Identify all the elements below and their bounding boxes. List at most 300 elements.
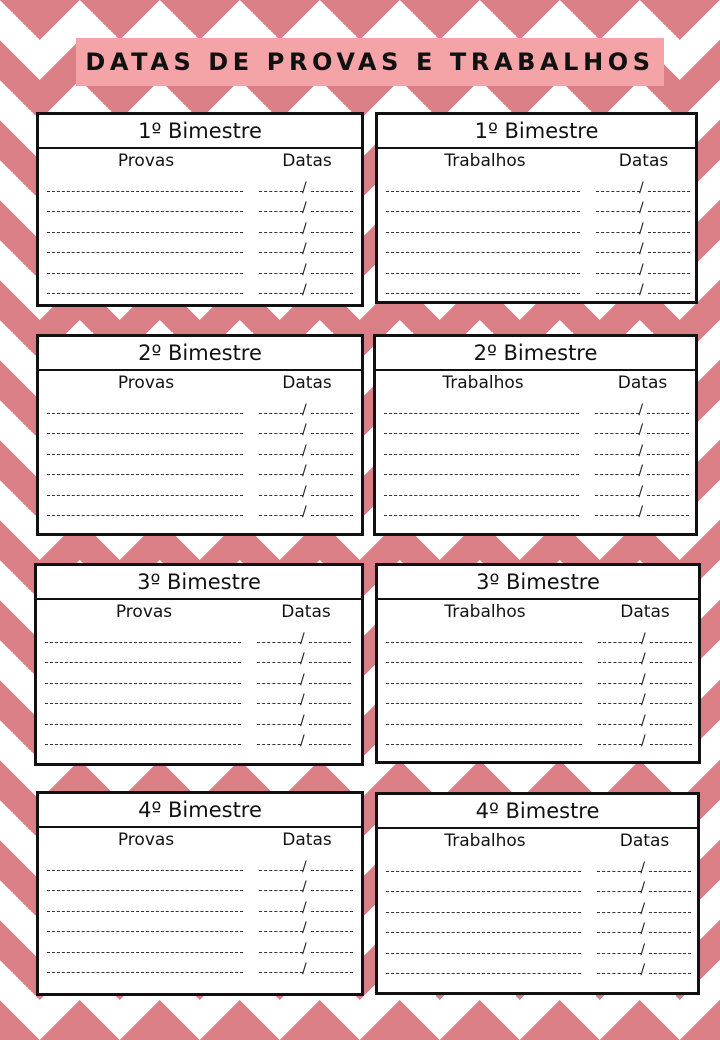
date-separator: / bbox=[638, 200, 644, 216]
date-separator: / bbox=[302, 483, 307, 500]
month-blank-line bbox=[648, 191, 690, 192]
entry-row bbox=[47, 397, 355, 418]
entry-row bbox=[47, 418, 355, 439]
date-blank bbox=[596, 284, 689, 298]
entry-row bbox=[47, 895, 355, 916]
date-separator: / bbox=[302, 179, 307, 196]
day-blank-line bbox=[257, 744, 301, 745]
day-blank-line bbox=[259, 413, 303, 414]
day-blank-line bbox=[259, 911, 303, 912]
date-blank bbox=[259, 506, 353, 520]
month-blank-line bbox=[648, 293, 690, 294]
date-separator: / bbox=[638, 504, 644, 520]
item-blank-line bbox=[386, 724, 582, 725]
day-blank-line bbox=[259, 293, 303, 294]
date-blank bbox=[597, 859, 691, 876]
month-blank-line bbox=[648, 252, 690, 253]
day-blank-line bbox=[598, 683, 642, 684]
month-blank-line bbox=[650, 683, 692, 684]
item-blank-line bbox=[384, 495, 579, 496]
date-column-header: Datas bbox=[619, 831, 670, 851]
entry-row bbox=[45, 708, 355, 729]
item-blank-line bbox=[45, 744, 241, 745]
entry-rows bbox=[378, 624, 698, 749]
date-separator: / bbox=[641, 712, 646, 729]
date-separator: / bbox=[302, 422, 307, 438]
month-blank-line bbox=[649, 953, 691, 954]
entry-row bbox=[47, 237, 355, 258]
date-blank bbox=[595, 483, 689, 500]
item-blank-line bbox=[47, 413, 243, 414]
item-blank-line bbox=[47, 931, 243, 932]
entry-rows bbox=[378, 853, 697, 978]
entry-row bbox=[47, 459, 355, 480]
month-blank-line bbox=[311, 972, 353, 973]
month-blank-line bbox=[311, 252, 353, 253]
date-blank bbox=[595, 442, 689, 459]
entry-row bbox=[45, 626, 355, 647]
date-blank bbox=[257, 712, 351, 729]
day-blank-line bbox=[597, 891, 641, 892]
date-blank bbox=[259, 922, 353, 936]
date-separator: / bbox=[641, 651, 646, 667]
column-headers bbox=[378, 149, 695, 173]
item-blank-line bbox=[384, 413, 579, 414]
date-separator: / bbox=[638, 282, 644, 298]
date-column-header: Datas bbox=[282, 151, 332, 171]
date-separator: / bbox=[641, 630, 646, 647]
item-blank-line bbox=[47, 293, 243, 294]
date-blank bbox=[598, 653, 692, 667]
day-blank-line bbox=[595, 454, 639, 455]
item-blank-line bbox=[47, 911, 243, 912]
month-blank-line bbox=[311, 191, 353, 192]
date-blank bbox=[598, 735, 692, 749]
month-blank-line bbox=[311, 232, 353, 233]
date-blank bbox=[259, 220, 353, 237]
month-blank-line bbox=[650, 642, 692, 643]
month-blank-line bbox=[647, 433, 689, 434]
item-blank-line bbox=[45, 703, 241, 704]
entry-row bbox=[384, 438, 689, 459]
entry-row bbox=[47, 854, 355, 875]
day-blank-line bbox=[597, 973, 641, 974]
card-3-trabalhos bbox=[375, 563, 701, 764]
item-blank-line bbox=[47, 454, 243, 455]
item-blank-line bbox=[386, 932, 581, 933]
date-separator: / bbox=[302, 442, 307, 459]
entry-row bbox=[47, 936, 355, 957]
item-blank-line bbox=[386, 973, 581, 974]
item-blank-line bbox=[47, 211, 243, 212]
entry-row bbox=[386, 626, 692, 647]
entry-row bbox=[47, 278, 355, 299]
month-blank-line bbox=[650, 703, 692, 704]
card-1-provas bbox=[36, 112, 364, 307]
title-banner bbox=[76, 38, 664, 86]
month-blank-line bbox=[311, 515, 353, 516]
date-blank bbox=[597, 923, 691, 937]
item-blank-line bbox=[386, 293, 580, 294]
item-blank-line bbox=[47, 252, 243, 253]
item-column-header: Provas bbox=[117, 151, 175, 171]
month-blank-line bbox=[311, 413, 353, 414]
entry-row bbox=[386, 175, 689, 196]
entry-row bbox=[47, 916, 355, 937]
date-separator: / bbox=[300, 733, 305, 749]
day-blank-line bbox=[598, 662, 642, 663]
item-blank-line bbox=[384, 515, 579, 516]
item-blank-line bbox=[386, 744, 582, 745]
item-blank-line bbox=[386, 252, 580, 253]
day-blank-line bbox=[259, 870, 303, 871]
item-blank-line bbox=[47, 191, 243, 192]
item-blank-line bbox=[47, 474, 243, 475]
item-blank-line bbox=[386, 662, 582, 663]
month-blank-line bbox=[311, 952, 353, 953]
date-separator: / bbox=[638, 463, 644, 479]
column-headers bbox=[39, 371, 361, 395]
card-1-trabalhos bbox=[375, 112, 698, 304]
card-4-provas bbox=[36, 791, 364, 996]
entry-row bbox=[386, 855, 691, 876]
item-blank-line bbox=[47, 890, 243, 891]
date-blank bbox=[259, 940, 353, 957]
entry-row bbox=[386, 237, 689, 258]
item-blank-line bbox=[47, 273, 243, 274]
day-blank-line bbox=[595, 515, 639, 516]
day-blank-line bbox=[597, 871, 641, 872]
date-blank bbox=[596, 220, 689, 237]
date-blank bbox=[259, 483, 353, 500]
date-column-header: Datas bbox=[281, 602, 331, 622]
entry-row bbox=[384, 459, 689, 480]
day-blank-line bbox=[257, 683, 301, 684]
date-blank bbox=[597, 900, 691, 917]
date-blank bbox=[257, 671, 351, 688]
column-headers bbox=[378, 600, 698, 624]
entry-row bbox=[386, 196, 689, 217]
day-blank-line bbox=[596, 232, 640, 233]
card-title: 1º Bimestre bbox=[378, 115, 695, 149]
day-blank-line bbox=[597, 953, 641, 954]
date-blank bbox=[259, 401, 353, 418]
date-column-header: Datas bbox=[282, 373, 332, 393]
item-blank-line bbox=[45, 642, 241, 643]
month-blank-line bbox=[649, 912, 691, 913]
month-blank-line bbox=[311, 211, 353, 212]
date-blank bbox=[598, 712, 692, 729]
month-blank-line bbox=[311, 911, 353, 912]
day-blank-line bbox=[259, 211, 303, 212]
column-headers bbox=[376, 371, 695, 395]
date-blank bbox=[259, 424, 353, 438]
month-blank-line bbox=[311, 870, 353, 871]
date-separator: / bbox=[300, 692, 305, 708]
entry-row bbox=[386, 958, 691, 979]
entry-row bbox=[47, 257, 355, 278]
item-blank-line bbox=[45, 662, 241, 663]
day-blank-line bbox=[259, 252, 303, 253]
day-blank-line bbox=[597, 912, 641, 913]
entry-row bbox=[45, 729, 355, 750]
item-blank-line bbox=[384, 433, 579, 434]
day-blank-line bbox=[596, 273, 640, 274]
date-separator: / bbox=[641, 692, 646, 708]
card-title: 4º Bimestre bbox=[378, 795, 697, 829]
date-blank bbox=[597, 941, 691, 958]
day-blank-line bbox=[259, 273, 303, 274]
entry-row bbox=[386, 216, 689, 237]
month-blank-line bbox=[309, 662, 351, 663]
entry-row bbox=[384, 418, 689, 439]
date-blank bbox=[257, 735, 351, 749]
day-blank-line bbox=[595, 433, 639, 434]
date-separator: / bbox=[640, 921, 646, 937]
day-blank-line bbox=[259, 191, 303, 192]
column-headers bbox=[378, 829, 697, 853]
month-blank-line bbox=[647, 495, 689, 496]
month-blank-line bbox=[647, 413, 689, 414]
month-blank-line bbox=[309, 703, 351, 704]
day-blank-line bbox=[598, 703, 642, 704]
day-blank-line bbox=[259, 232, 303, 233]
date-separator: / bbox=[638, 422, 644, 438]
month-blank-line bbox=[311, 433, 353, 434]
item-blank-line bbox=[384, 454, 579, 455]
item-blank-line bbox=[47, 870, 243, 871]
item-blank-line bbox=[386, 273, 580, 274]
month-blank-line bbox=[309, 683, 351, 684]
card-4-trabalhos bbox=[375, 792, 700, 995]
entry-row bbox=[384, 479, 689, 500]
item-blank-line bbox=[47, 495, 243, 496]
date-blank bbox=[596, 261, 689, 278]
date-separator: / bbox=[302, 858, 307, 875]
date-blank bbox=[259, 465, 353, 479]
day-blank-line bbox=[259, 474, 303, 475]
date-separator: / bbox=[638, 442, 644, 459]
month-blank-line bbox=[311, 273, 353, 274]
date-blank bbox=[259, 261, 353, 278]
entry-row bbox=[384, 500, 689, 521]
entry-row bbox=[386, 647, 692, 668]
entry-row bbox=[47, 196, 355, 217]
day-blank-line bbox=[257, 703, 301, 704]
month-blank-line bbox=[647, 454, 689, 455]
entry-row bbox=[47, 957, 355, 978]
date-separator: / bbox=[638, 261, 644, 278]
day-blank-line bbox=[257, 724, 301, 725]
entry-row bbox=[386, 937, 691, 958]
card-3-provas bbox=[34, 563, 364, 766]
day-blank-line bbox=[598, 744, 642, 745]
date-separator: / bbox=[300, 671, 305, 688]
day-blank-line bbox=[595, 474, 639, 475]
month-blank-line bbox=[647, 515, 689, 516]
month-blank-line bbox=[311, 293, 353, 294]
item-blank-line bbox=[386, 191, 580, 192]
day-blank-line bbox=[597, 932, 641, 933]
item-blank-line bbox=[45, 724, 241, 725]
item-blank-line bbox=[47, 972, 243, 973]
day-blank-line bbox=[596, 191, 640, 192]
day-blank-line bbox=[259, 454, 303, 455]
entry-row bbox=[386, 278, 689, 299]
item-blank-line bbox=[45, 683, 241, 684]
item-blank-line bbox=[386, 871, 581, 872]
day-blank-line bbox=[259, 931, 303, 932]
date-separator: / bbox=[302, 282, 307, 298]
date-blank bbox=[259, 442, 353, 459]
date-blank bbox=[595, 465, 689, 479]
entry-row bbox=[47, 216, 355, 237]
date-separator: / bbox=[302, 899, 307, 916]
date-separator: / bbox=[302, 463, 307, 479]
date-separator: / bbox=[641, 733, 646, 749]
date-separator: / bbox=[302, 220, 307, 237]
month-blank-line bbox=[311, 890, 353, 891]
date-blank bbox=[259, 202, 353, 216]
date-blank bbox=[259, 858, 353, 875]
month-blank-line bbox=[649, 932, 691, 933]
entry-row bbox=[386, 729, 692, 750]
entry-row bbox=[386, 257, 689, 278]
month-blank-line bbox=[649, 871, 691, 872]
item-blank-line bbox=[386, 683, 582, 684]
card-title: 2º Bimestre bbox=[376, 337, 695, 371]
entry-row bbox=[45, 667, 355, 688]
item-blank-line bbox=[386, 642, 582, 643]
date-separator: / bbox=[302, 241, 307, 257]
entry-rows bbox=[376, 395, 695, 520]
entry-row bbox=[386, 688, 692, 709]
date-blank bbox=[595, 506, 689, 520]
date-blank bbox=[596, 179, 689, 196]
month-blank-line bbox=[649, 891, 691, 892]
date-separator: / bbox=[638, 241, 644, 257]
date-blank bbox=[597, 882, 691, 896]
date-column-header: Datas bbox=[618, 151, 669, 171]
item-blank-line bbox=[386, 891, 581, 892]
date-separator: / bbox=[302, 504, 307, 520]
month-blank-line bbox=[648, 273, 690, 274]
entry-row bbox=[47, 479, 355, 500]
column-headers bbox=[37, 600, 361, 624]
item-blank-line bbox=[386, 953, 581, 954]
day-blank-line bbox=[598, 724, 642, 725]
entry-rows bbox=[37, 624, 361, 749]
month-blank-line bbox=[650, 662, 692, 663]
date-blank bbox=[598, 671, 692, 688]
date-blank bbox=[259, 284, 353, 298]
date-blank bbox=[597, 964, 691, 978]
date-column-header: Datas bbox=[282, 830, 332, 850]
entry-row bbox=[47, 875, 355, 896]
entry-rows bbox=[378, 173, 695, 298]
entry-row bbox=[386, 667, 692, 688]
day-blank-line bbox=[596, 252, 640, 253]
day-blank-line bbox=[596, 211, 640, 212]
month-blank-line bbox=[311, 474, 353, 475]
day-blank-line bbox=[259, 890, 303, 891]
day-blank-line bbox=[259, 515, 303, 516]
date-separator: / bbox=[302, 261, 307, 278]
entry-row bbox=[386, 708, 692, 729]
date-separator: / bbox=[640, 962, 646, 978]
month-blank-line bbox=[648, 211, 690, 212]
month-blank-line bbox=[311, 454, 353, 455]
date-blank bbox=[257, 694, 351, 708]
item-column-header: Provas bbox=[117, 373, 175, 393]
date-blank bbox=[595, 401, 689, 418]
column-headers bbox=[39, 149, 361, 173]
date-separator: / bbox=[302, 401, 307, 418]
month-blank-line bbox=[309, 642, 351, 643]
item-blank-line bbox=[386, 211, 580, 212]
month-blank-line bbox=[311, 495, 353, 496]
date-column-header: Datas bbox=[620, 602, 670, 622]
item-column-header: Trabalhos bbox=[444, 831, 526, 851]
item-column-header: Trabalhos bbox=[444, 151, 526, 171]
date-separator: / bbox=[302, 961, 307, 977]
date-separator: / bbox=[640, 900, 646, 917]
date-separator: / bbox=[641, 671, 646, 688]
item-column-header: Provas bbox=[117, 830, 175, 850]
date-separator: / bbox=[640, 880, 646, 896]
date-blank bbox=[259, 899, 353, 916]
entry-row bbox=[47, 500, 355, 521]
item-blank-line bbox=[386, 912, 581, 913]
date-separator: / bbox=[638, 220, 644, 237]
entry-row bbox=[45, 647, 355, 668]
item-blank-line bbox=[384, 474, 579, 475]
date-separator: / bbox=[638, 401, 644, 418]
entry-rows bbox=[39, 395, 361, 520]
day-blank-line bbox=[259, 495, 303, 496]
date-blank bbox=[595, 424, 689, 438]
date-separator: / bbox=[640, 859, 646, 876]
entry-row bbox=[386, 876, 691, 897]
column-headers bbox=[39, 828, 361, 852]
date-separator: / bbox=[638, 483, 644, 500]
date-column-header: Datas bbox=[617, 373, 668, 393]
item-column-header: Provas bbox=[115, 602, 173, 622]
day-blank-line bbox=[257, 662, 301, 663]
day-blank-line bbox=[259, 433, 303, 434]
date-blank bbox=[259, 963, 353, 977]
card-title: 2º Bimestre bbox=[39, 337, 361, 371]
date-blank bbox=[257, 630, 351, 647]
page-title: DATAS DE PROVAS E TRABALHOS bbox=[85, 48, 655, 76]
entry-row bbox=[386, 896, 691, 917]
entry-row bbox=[384, 397, 689, 418]
date-blank bbox=[596, 202, 689, 216]
month-blank-line bbox=[647, 474, 689, 475]
card-title: 4º Bimestre bbox=[39, 794, 361, 828]
entry-rows bbox=[39, 173, 361, 298]
date-separator: / bbox=[302, 920, 307, 936]
date-blank bbox=[598, 630, 692, 647]
card-title: 1º Bimestre bbox=[39, 115, 361, 149]
month-blank-line bbox=[649, 973, 691, 974]
date-separator: / bbox=[300, 712, 305, 729]
day-blank-line bbox=[595, 413, 639, 414]
month-blank-line bbox=[650, 724, 692, 725]
date-separator: / bbox=[640, 941, 646, 958]
month-blank-line bbox=[309, 724, 351, 725]
date-blank bbox=[598, 694, 692, 708]
